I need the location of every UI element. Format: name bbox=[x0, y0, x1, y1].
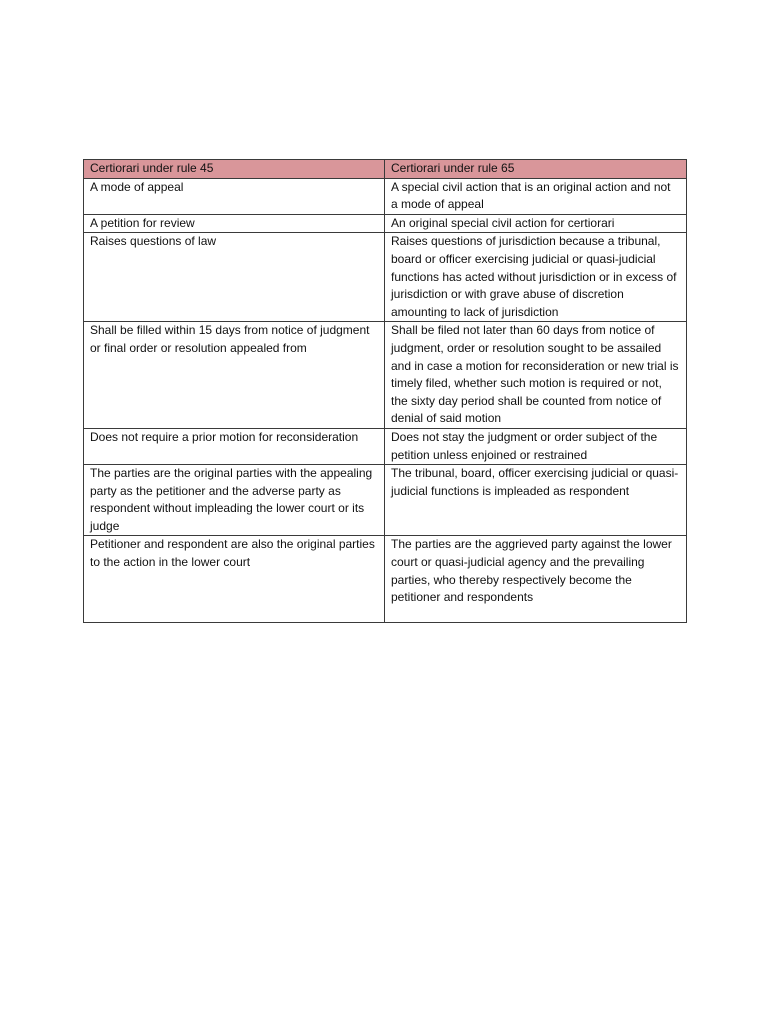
rule-45-cell: A petition for review bbox=[84, 214, 385, 233]
rule-45-cell: Does not require a prior motion for reconsideration bbox=[84, 428, 385, 464]
rule-65-cell: An original special civil action for certiorari bbox=[385, 214, 687, 233]
rule-45-cell: A mode of appeal bbox=[84, 178, 385, 214]
table-row bbox=[84, 233, 687, 322]
rule-65-cell: Raises questions of jurisdiction because a tribunal, board or officer exercising judicial or quasi-judicial functions has acted without jurisdiction or in excess of jurisdiction or with grave abuse of discretion amounting to lack of jurisdiction bbox=[385, 233, 687, 322]
table-row bbox=[84, 322, 687, 429]
header-rule-65: Certiorari under rule 65 bbox=[385, 160, 687, 179]
header-rule-45: Certiorari under rule 45 bbox=[84, 160, 385, 179]
table-row bbox=[84, 428, 687, 464]
rule-65-cell: The parties are the aggrieved party against the lower court or quasi-judicial agency and the prevailing parties, who thereby respectively become the petitioner and respondents bbox=[385, 536, 687, 623]
table-header bbox=[84, 160, 687, 179]
table-header-row bbox=[84, 160, 687, 179]
rule-45-cell: Petitioner and respondent are also the original parties to the action in the lower court bbox=[84, 536, 385, 623]
table-body bbox=[84, 178, 687, 623]
table-row bbox=[84, 536, 687, 623]
rule-65-cell: A special civil action that is an original action and not a mode of appeal bbox=[385, 178, 687, 214]
table-row bbox=[84, 465, 687, 536]
rule-65-cell: Shall be filed not later than 60 days from notice of judgment, order or resolution sought to be assailed and in case a motion for reconsideration or new trial is timely filed, whether such motion is required or not, the sixty day period shall be counted from notice of denial of said motion bbox=[385, 322, 687, 429]
comparison-table bbox=[83, 159, 687, 623]
rule-45-cell: The parties are the original parties with the appealing party as the petitioner and the adverse party as respondent without impleading the lower court or its judge bbox=[84, 465, 385, 536]
rule-45-cell: Raises questions of law bbox=[84, 233, 385, 322]
rule-45-cell: Shall be filled within 15 days from notice of judgment or final order or resolution appealed from bbox=[84, 322, 385, 429]
rule-65-cell: The tribunal, board, officer exercising judicial or quasi-judicial functions is impleaded as respondent bbox=[385, 465, 687, 536]
table-row bbox=[84, 214, 687, 233]
rule-65-cell: Does not stay the judgment or order subject of the petition unless enjoined or restrained bbox=[385, 428, 687, 464]
table-row bbox=[84, 178, 687, 214]
